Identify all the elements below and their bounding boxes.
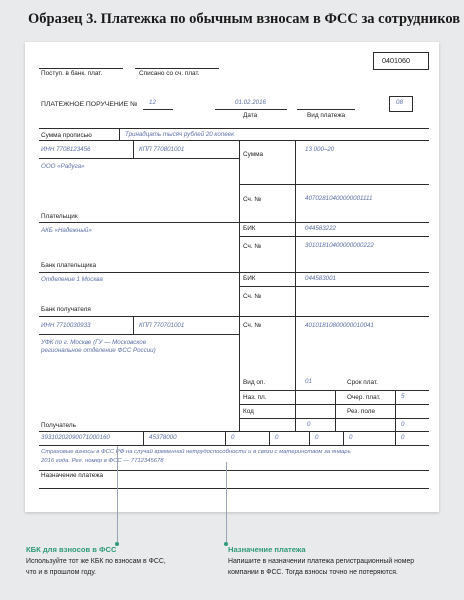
grid-line — [239, 390, 429, 391]
recipient-bik-label: БИК — [243, 275, 256, 282]
recipient-bank-label: Банк получателя — [41, 306, 91, 313]
grid-vline — [269, 431, 270, 445]
grid-vline — [309, 431, 310, 445]
payer-account: 40702810400000001111 — [305, 195, 373, 202]
op-type-label: Вид оп. — [243, 379, 266, 386]
recipient-bank-acc-label: Сч. № — [243, 293, 262, 300]
code-label: Код — [243, 408, 254, 415]
payer-bank-label: Банк плательщика — [41, 262, 97, 269]
payer-corr: 30101810400000000222 — [305, 242, 374, 249]
code-value: 0 — [307, 421, 311, 428]
grid-line — [239, 286, 429, 287]
grid-vline — [133, 140, 134, 158]
payment-order-form — [25, 42, 439, 512]
grid-line — [39, 128, 429, 129]
payer-label: Плательщик — [41, 213, 78, 220]
order-number-line — [143, 109, 173, 110]
payer-inn: ИНН 7708123456 — [41, 146, 91, 153]
payer-bank-name: АКБ «Надежный» — [41, 227, 92, 234]
amount-words: Тринадцать тысяч рублей 20 копеек — [125, 131, 234, 138]
grid-line — [39, 488, 429, 489]
received-label: Поступ. в банк. плат. — [41, 70, 103, 77]
amount-words-label: Сумма прописью — [41, 132, 92, 139]
kbk-value: 39310202090071000160 — [41, 434, 110, 441]
payer-bik: 044583222 — [305, 225, 336, 232]
purpose-line1: Страховые взносы в ФСС РФ на случай временной нетрудоспособности и в связи с материнством за январь — [41, 449, 351, 455]
purpose-callout-line — [226, 462, 227, 544]
grid-line — [39, 431, 429, 432]
grid-line — [239, 184, 429, 185]
payer-bik-label: БИК — [243, 225, 256, 232]
kbk-callout-line — [117, 446, 118, 544]
page-title: Образец 3. Платежка по обычным взносам в ФСС за сотрудников — [28, 11, 461, 27]
payment-type-line — [297, 109, 355, 110]
debited-line — [135, 68, 219, 69]
purpose-line2: 2016 года. Рег. номер в ФСС — 7712345678 — [41, 458, 164, 464]
payment-type-label: Вид платежа — [307, 112, 346, 119]
op-type-value: 01 — [305, 378, 312, 385]
recipient-bik: 044583001 — [305, 275, 336, 282]
grid-line — [39, 158, 239, 159]
grid-line — [39, 470, 429, 471]
grid-vline — [343, 431, 344, 445]
grid-line — [239, 236, 429, 237]
date-line — [215, 109, 287, 110]
grid-line — [39, 140, 429, 141]
received-line — [39, 68, 123, 69]
field-108-value: 0 — [315, 434, 319, 441]
date-label: Дата — [243, 112, 258, 119]
field-110-value: 0 — [401, 434, 405, 441]
recipient-name-line2: региональное отделение ФСС России) — [41, 347, 156, 354]
recipient-inn: ИНН 7710030933 — [41, 322, 91, 329]
purpose-annotation-line1: Напишите в назначении платежа регистрационный номер — [228, 558, 415, 565]
grid-line — [239, 418, 429, 419]
order-queue-value: 5 — [401, 393, 405, 400]
grid-vline — [239, 140, 240, 431]
purpose-annotation-title: Назначение платежа — [228, 545, 306, 554]
grid-vline — [225, 431, 226, 445]
purpose-annotation-line2: компании в ФСС. Тогда взносы точно не потеряются. — [228, 569, 398, 576]
grid-line — [39, 334, 239, 335]
grid-vline — [295, 140, 296, 431]
debited-label: Списано со сч. плат. — [139, 70, 200, 77]
grid-vline — [395, 390, 396, 431]
grid-line — [39, 272, 429, 273]
amount-words-divider — [119, 128, 120, 140]
reserve-value: 0 — [401, 421, 405, 428]
grid-line — [239, 404, 429, 405]
sum-label: Сумма — [243, 151, 264, 158]
order-title: ПЛАТЕЖНОЕ ПОРУЧЕНИЕ № — [41, 101, 138, 108]
purpose-label: Назначение платежа — [41, 472, 104, 479]
order-queue-label: Очер. плат. — [347, 394, 381, 401]
grid-vline — [395, 431, 396, 445]
form-code: 0401060 — [382, 56, 410, 65]
sum-value: 13 000–20 — [305, 146, 335, 153]
kbk-annotation-line2: что и в прошлом году. — [26, 569, 96, 576]
field-106-value: 0 — [231, 434, 235, 441]
recipient-kpp: КПП 770701001 — [139, 322, 185, 329]
grid-line — [39, 222, 429, 223]
recipient-account-label: Сч. № — [243, 322, 262, 329]
kbk-annotation-title: КБК для взносов в ФСС — [26, 545, 117, 554]
term-label: Срок плат. — [347, 379, 378, 386]
purpose-code-label: Наз. пл. — [243, 394, 267, 401]
oktmo-value: 45378000 — [149, 434, 177, 441]
payer-account-label: Сч. № — [243, 196, 262, 203]
order-number: 12 — [149, 99, 156, 106]
recipient-name-line1: УФК по г. Москве (ГУ — Московское — [41, 339, 147, 346]
recipient-label: Получатель — [41, 422, 76, 429]
field-107-value: 0 — [275, 434, 279, 441]
payer-kpp: КПП 770801001 — [139, 146, 185, 153]
recipient-account: 40101810800000010041 — [305, 322, 374, 329]
grid-vline — [335, 390, 336, 431]
date-value: 01.02.2016 — [235, 99, 266, 106]
reserve-label: Рез. поле — [347, 408, 376, 415]
grid-vline — [143, 431, 144, 445]
field-109-value: 0 — [349, 434, 353, 441]
recipient-bank-name: Отделение 1 Москва — [41, 276, 103, 283]
grid-line — [39, 316, 429, 317]
payer-corr-label: Сч. № — [243, 243, 262, 250]
payer-name: ООО «Радуга» — [41, 163, 85, 170]
status-code: 08 — [396, 99, 403, 106]
grid-line — [39, 445, 429, 446]
grid-vline — [133, 316, 134, 334]
kbk-annotation-line1: Используйте тот же КБК по взносам в ФСС, — [26, 558, 166, 565]
